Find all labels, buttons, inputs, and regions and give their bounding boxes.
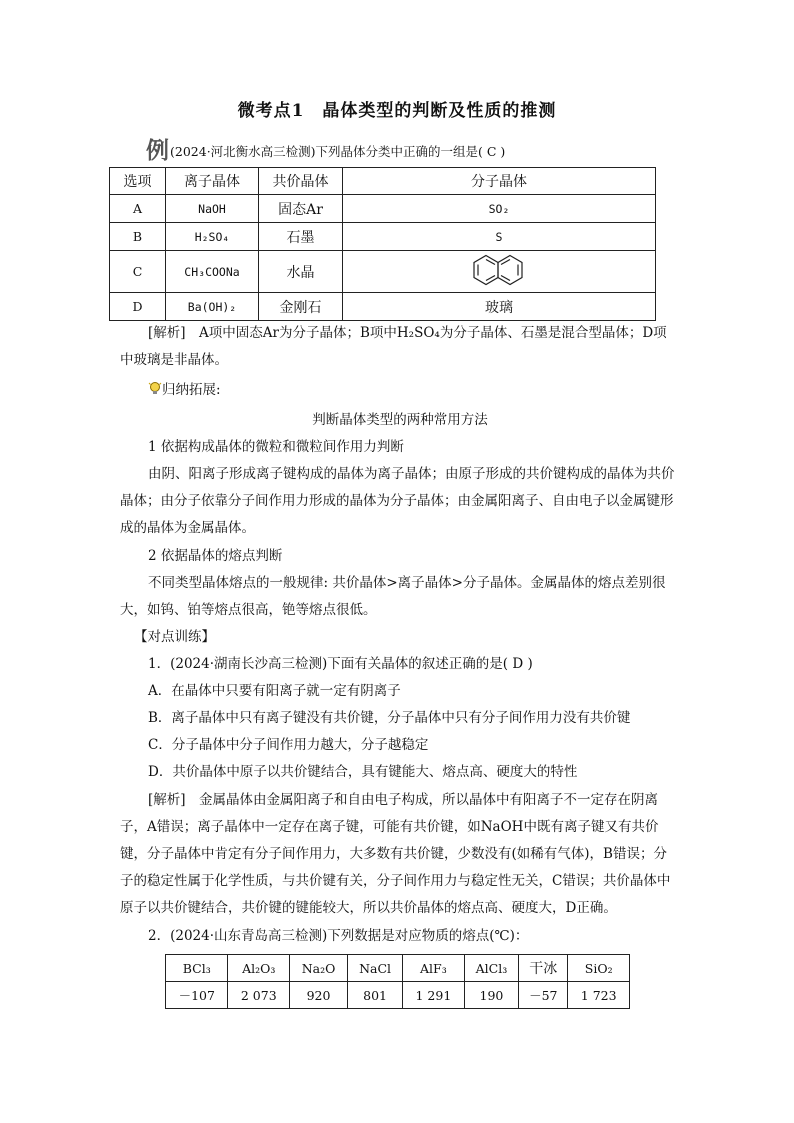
melting-point-cell: 2 073 xyxy=(228,982,290,1009)
question-1-option-a: A．在晶体中只要有阳离子就一定有阴离子 xyxy=(148,683,401,699)
question-1: 1．(2024·湖南长沙高三检测)下面有关晶体的叙述正确的是( D ) xyxy=(148,656,533,672)
header-option: 选项 xyxy=(110,168,166,195)
melting-point-cell: 1 723 xyxy=(568,982,630,1009)
summary-label-row xyxy=(148,377,708,406)
cell-option: C xyxy=(110,251,166,293)
melting-point-cell: 801 xyxy=(348,982,403,1009)
cell-covalent: 石墨 xyxy=(259,223,343,251)
cell-molecular xyxy=(343,251,656,293)
page-title: 微考点1 晶体类型的判断及性质的推测 xyxy=(237,101,557,121)
cell-option: A xyxy=(110,195,166,223)
example-analysis: [解析] A项中固态Ar为分子晶体；B项中H₂SO₄为分子晶体、石墨是混合型晶体；D项中玻璃是非晶体。 xyxy=(120,325,667,368)
naphthalene-structure-icon xyxy=(472,254,526,286)
question-1-option-b: B．离子晶体中只有离子键没有共价键，分子晶体中只有分子间作用力没有共价键 xyxy=(148,710,631,726)
cell-covalent: 固态Ar xyxy=(259,195,343,223)
method-1-body: 由阴、阳离子形成离子键构成的晶体为离子晶体；由原子形成的共价键构成的晶体为共价晶体；由分子依靠分子间作用力形成的晶体为分子晶体；由金属阳离子、自由电子以金属键形成的晶体为金属晶体。 xyxy=(120,466,675,536)
method-1-title: 1 依据构成晶体的微粒和微粒间作用力判断 xyxy=(148,439,404,455)
substance-cell: AlF₃ xyxy=(403,955,465,982)
melting-point-cell: 1 291 xyxy=(403,982,465,1009)
method-2-title: 2 依据晶体的熔点判断 xyxy=(148,548,283,564)
header-ionic: 离子晶体 xyxy=(166,168,259,195)
question-2: 2．(2024·山东青岛高三检测)下列数据是对应物质的熔点(℃)： xyxy=(148,928,529,944)
cell-covalent: 水晶 xyxy=(259,251,343,293)
cell-ionic: H₂SO₄ xyxy=(166,223,259,251)
table-row xyxy=(166,982,630,1009)
cell-molecular: S xyxy=(343,223,656,251)
cell-ionic: Ba(OH)₂ xyxy=(166,293,259,321)
practice-label: 【对点训练】 xyxy=(134,629,215,645)
cell-molecular: SO₂ xyxy=(343,195,656,223)
substance-cell: BCl₃ xyxy=(166,955,228,982)
summary-label: 归纳拓展: xyxy=(162,382,221,398)
cell-molecular: 玻璃 xyxy=(343,293,656,321)
cell-covalent: 金刚石 xyxy=(259,293,343,321)
substance-cell: 干冰 xyxy=(519,955,568,982)
cell-ionic: CH₃COONa xyxy=(166,251,259,293)
substance-cell: NaCl xyxy=(348,955,403,982)
melting-point-table xyxy=(165,954,630,1009)
table-header-row xyxy=(110,168,656,195)
table-row xyxy=(110,195,656,223)
substance-cell: Na₂O xyxy=(290,955,348,982)
question-1-option-c: C．分子晶体中分子间作用力越大，分子越稳定 xyxy=(148,737,429,753)
summary-heading: 判断晶体类型的两种常用方法 xyxy=(312,412,488,428)
table-row xyxy=(166,955,630,982)
table-row xyxy=(110,223,656,251)
header-covalent: 共价晶体 xyxy=(259,168,343,195)
header-molecular: 分子晶体 xyxy=(343,168,656,195)
example-mark: 例 xyxy=(146,137,169,164)
question-1-analysis: [解析] 金属晶体由金属阳离子和自由电子构成，所以晶体中有阳离子不一定存在阴离子，A错误；离子晶体中一定存在离子键，可能有共价键，如NaOH中既有离子键又有共价键，分子晶体中肯定有分子间作用力，大多数有共价键，少数没有(如稀有气体)，B错误；分子的稳定性属于化学性质，与共价键有关，分子间作用力与稳定性无关，C错误；共价晶体中原子以共价键结合，共价键的键能较大，所以共价晶体的熔点高、硬度大，D正确。 xyxy=(120,792,671,916)
example-line xyxy=(146,132,505,165)
table-row xyxy=(110,293,656,321)
table-row xyxy=(110,251,656,293)
cell-ionic: NaOH xyxy=(166,195,259,223)
substance-cell: Al₂O₃ xyxy=(228,955,290,982)
substance-cell: SiO₂ xyxy=(568,955,630,982)
melting-point-cell: －107 xyxy=(166,982,228,1009)
example-question: (2024·河北衡水高三检测)下列晶体分类中正确的一组是( C ) xyxy=(170,144,506,159)
melting-point-cell: 190 xyxy=(464,982,519,1009)
cell-option: D xyxy=(110,293,166,321)
lightbulb-icon xyxy=(148,379,162,406)
classification-table xyxy=(109,167,656,321)
cell-option: B xyxy=(110,223,166,251)
method-2-body: 不同类型晶体熔点的一般规律: 共价晶体>离子晶体>分子晶体。金属晶体的熔点差别很大，如钨、铂等熔点很高，铯等熔点很低。 xyxy=(120,575,666,618)
substance-cell: AlCl₃ xyxy=(464,955,519,982)
melting-point-cell: 920 xyxy=(290,982,348,1009)
melting-point-cell: －57 xyxy=(519,982,568,1009)
question-1-option-d: D．共价晶体中原子以共价键结合，具有键能大、熔点高、硬度大的特性 xyxy=(148,764,578,780)
